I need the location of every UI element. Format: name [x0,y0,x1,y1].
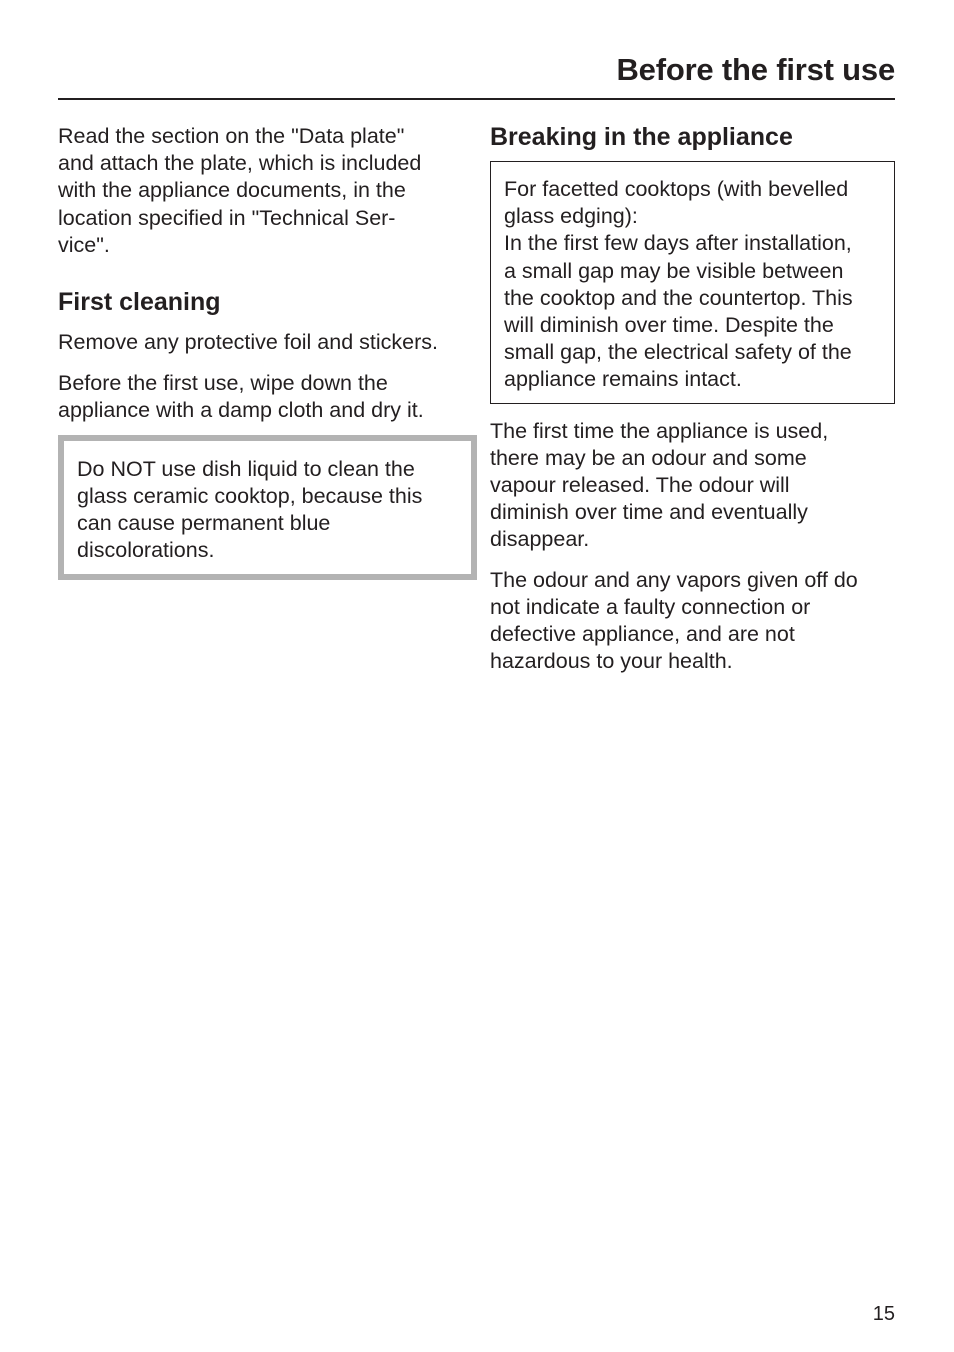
intro-line: and attach the plate, which is included [58,151,422,176]
note-line: will diminish over time. Despite the [504,313,834,338]
odour-safety-paragraph [490,567,895,676]
wipe-line: Before the first use, wipe down the [58,371,388,396]
facetted-cooktop-note-box [490,161,895,404]
left-column [58,122,468,580]
note-text [504,176,884,394]
note-line: For facetted cooktops (with bevelled [504,177,849,201]
warning-line: discolorations. [77,538,215,563]
note-line: In the first few days after installation, [504,231,852,256]
breaking-in-heading: Breaking in the appliance [490,123,793,151]
warning-line: Do NOT use dish liquid to clean the [77,456,415,481]
intro-line: with the appliance documents, in the [58,178,406,203]
first-cleaning-heading: First cleaning [58,288,221,317]
intro-line: vice". [58,232,110,257]
title-divider [58,98,895,100]
first-time-line: disappear. [490,527,590,552]
intro-paragraph [58,123,468,259]
wipe-down-paragraph [58,370,468,424]
odour-line: hazardous to your health. [490,649,733,674]
first-time-line: there may be an odour and some [490,445,807,470]
note-line: glass edging): [504,204,638,229]
warning-text [77,456,461,565]
note-line: a small gap may be visible between [504,258,844,283]
odour-line: defective appliance, and are not [490,622,795,647]
right-column [490,122,895,675]
wipe-line: appliance with a damp cloth and dry it. [58,398,424,423]
odour-line: not indicate a faulty connection or [490,594,811,619]
note-line: small gap, the electrical safety of the [504,340,852,365]
first-time-line: diminish over time and eventually [490,500,808,525]
first-time-line: The first time the appliance is used, [490,418,829,443]
first-time-line: vapour released. The odour will [490,473,790,498]
intro-line: Read the section on the "Data plate" [58,124,405,148]
page-number: 15 [872,1303,895,1325]
remove-foil-paragraph: Remove any protective foil and stickers. [58,330,438,355]
note-line: appliance remains intact. [504,367,742,392]
odour-line: The odour and any vapors given off do [490,567,858,592]
warning-line: can cause permanent blue [77,511,331,536]
warning-box [58,435,477,581]
first-time-use-paragraph [490,418,895,554]
intro-line: location specified in "Technical Ser- [58,205,396,230]
page-title: Before the first use [616,52,895,87]
warning-line: glass ceramic cooktop, because this [77,483,423,508]
note-line: the cooktop and the countertop. This [504,285,853,310]
